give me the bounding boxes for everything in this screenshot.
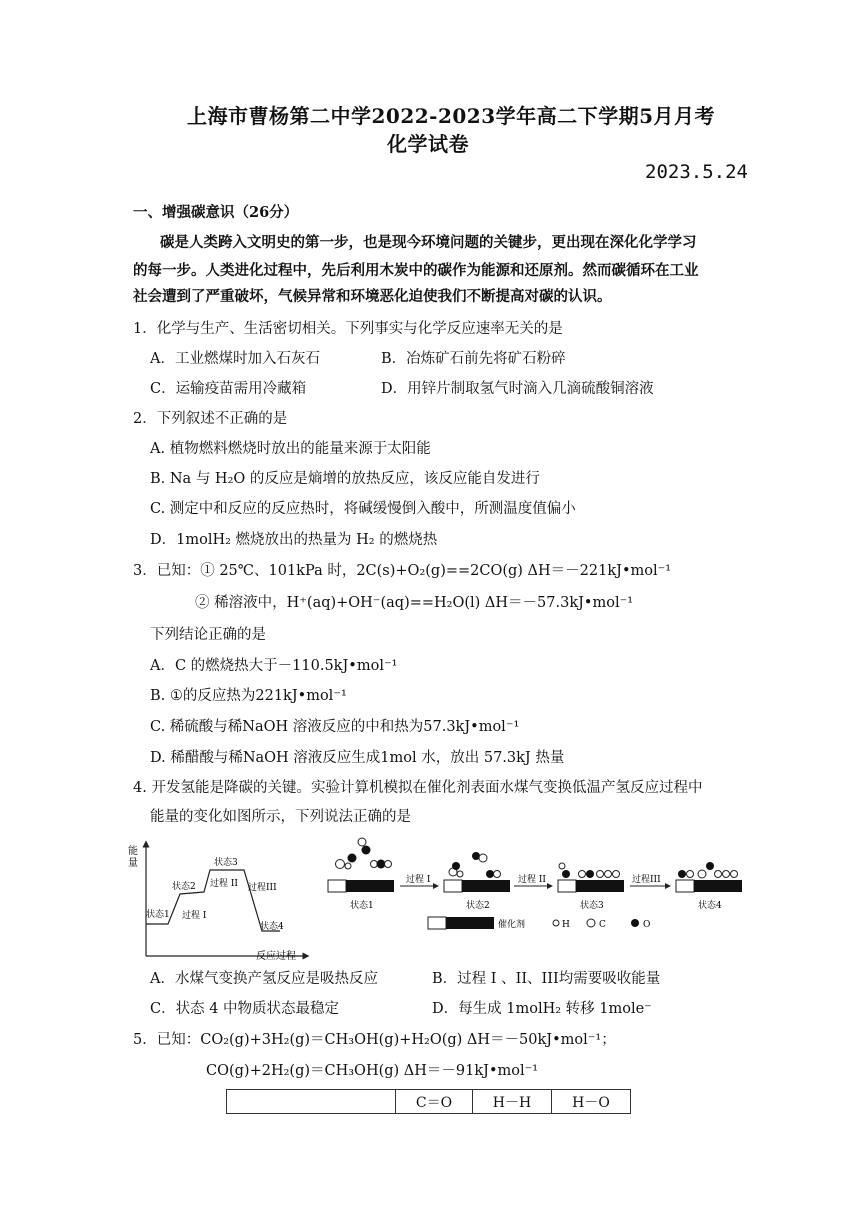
q5-stem-2: CO(g)+2H₂(g)＝CH₃OH(g) ΔH＝－91kJ•mol⁻¹ [206,1063,539,1079]
catalyst-state2 [444,880,510,892]
graph-state4-label: 状态4 [260,922,284,932]
table-header-cell: C＝O [396,1090,473,1114]
page-title-line1: 上海市曹杨第二中学2022-2023学年高二下学期5月月考 [187,104,716,128]
q2-option-c: C. 测定中和反应的反应热时，将碱缓慢倒入酸中，所测温度值偏小 [150,501,576,517]
scheme-process2-label: 过程 II [518,875,546,885]
graph-state1-label: 状态1 [146,910,170,920]
q4-option-b: B．过程 I 、II、III均需要吸收能量 [432,971,661,987]
q4-stem-1: 4. 开发氢能是降碳的关键。实验计算机模拟在催化剂表面水煤气变换低温产氢反应过程中 [133,780,703,796]
q3-option-d: D. 稀醋酸与稀NaOH 溶液反应生成1mol 水，放出 57.3kJ 热量 [150,750,565,766]
table-row [227,1090,631,1114]
q4-stem-2: 能量的变化如图所示，下列说法正确的是 [150,809,411,825]
table-header-cell: H－H [473,1090,552,1114]
energy-profile-figure [122,838,312,962]
q3-stem-3: 下列结论正确的是 [150,627,266,643]
q5-stem-1: 5．已知：CO₂(g)+3H₂(g)＝CH₃OH(g)+H₂O(g) ΔH＝－50kJ•mol⁻¹； [133,1032,616,1048]
catalyst-state4 [676,880,742,892]
legend-o-icon [631,919,639,927]
graph-state2-label: 状态2 [172,882,196,892]
q2-stem: 2．下列叙述不正确的是 [133,411,288,427]
molecules-state1 [336,838,392,869]
legend-h-label: H [562,920,570,930]
q3-stem-1: 3．已知：① 25℃、101kPa 时，2C(s)+O₂(g)==2CO(g) ΔH＝－221kJ•mol⁻¹ [133,563,672,579]
legend-c-icon [587,919,595,927]
catalyst-state1 [328,880,394,892]
scheme-state3-label: 状态3 [580,901,604,911]
scheme-state4-label: 状态4 [698,901,722,911]
intro-line-1: 碳是人类跨入文明史的第一步，也是现今环境问题的关键步，更出现在深化化学学习 [160,234,697,251]
q2-option-d: D．1molH₂ 燃烧放出的热量为 H₂ 的燃烧热 [150,532,438,548]
table-header-cell: H－O [552,1090,631,1114]
graph-process3-label: 过程III [248,883,277,893]
scheme-state2-label: 状态2 [466,901,490,911]
scheme-process1-label: 过程 I [406,875,431,885]
legend-o-label: O [643,920,651,930]
legend-c-label: C [599,920,606,930]
exam-date: 2023.5.24 [645,161,748,183]
q3-stem-2: ② 稀溶液中，H⁺(aq)+OH⁻(aq)==H₂O(l) ΔH＝－57.3kJ•mol⁻¹ [195,595,634,611]
intro-line-2: 的每一步。人类进化过程中，先后利用木炭中的碳作为能源和还原剂。然而碳循环在工业 [133,262,699,279]
molecules-state2 [449,852,501,878]
molecules-state3 [559,863,620,878]
q1-option-b: B．冶炼矿石前先将矿石粉碎 [381,351,566,367]
intro-line-3: 社会遭到了严重破坏，气候异常和环境恶化迫使我们不断提高对碳的认识。 [133,288,612,305]
scheme-state1-label: 状态1 [350,901,374,911]
q1-option-a: A．工业燃煤时加入石灰石 [150,351,320,367]
q3-option-a: A．C 的燃烧热大于－110.5kJ•mol⁻¹ [150,658,398,674]
q2-option-a: A. 植物燃料燃烧时放出的能量来源于太阳能 [150,441,431,457]
scheme-process3-label: 过程III [632,875,661,885]
q1-stem: 1．化学与生产、生活密切相关。下列事实与化学反应速率无关的是 [133,321,563,337]
legend-catalyst-label: 催化剂 [498,920,526,930]
x-axis-label: 反应过程 [256,951,296,962]
q4-option-a: A．水煤气变换产氢反应是吸热反应 [150,971,378,987]
table-header-cell [227,1090,396,1114]
q3-option-c: C. 稀硫酸与稀NaOH 溶液反应的中和热为57.3kJ•mol⁻¹ [150,719,520,735]
q1-option-c: C．运输疫苗需用冷藏箱 [150,381,307,397]
catalyst-state3 [558,880,624,892]
page-title-line2: 化学试卷 [387,132,469,156]
reaction-scheme-figure [326,836,750,932]
scheme-legend [428,917,650,930]
q4-option-c: C．状态 4 中物质状态最稳定 [150,1001,340,1017]
graph-process2-label: 过程 II [210,879,238,889]
graph-process1-label: 过程 I [182,911,207,921]
y-axis-label-2: 量 [128,858,138,869]
q1-option-d: D．用锌片制取氢气时滴入几滴硫酸铜溶液 [381,381,654,397]
section-heading: 一、增强碳意识（26分） [133,204,299,221]
y-axis-label-1: 能 [128,846,138,857]
q2-option-b: B. Na 与 H₂O 的反应是熵增的放热反应，该反应能自发进行 [150,471,540,487]
bond-energy-table [226,1089,631,1114]
q3-option-b: B. ①的反应热为221kJ•mol⁻¹ [150,688,347,704]
graph-state3-label: 状态3 [214,858,238,868]
q4-option-d: D．每生成 1molH₂ 转移 1mole⁻ [432,1001,652,1017]
legend-h-icon [553,920,559,926]
molecules-state4 [678,862,738,878]
